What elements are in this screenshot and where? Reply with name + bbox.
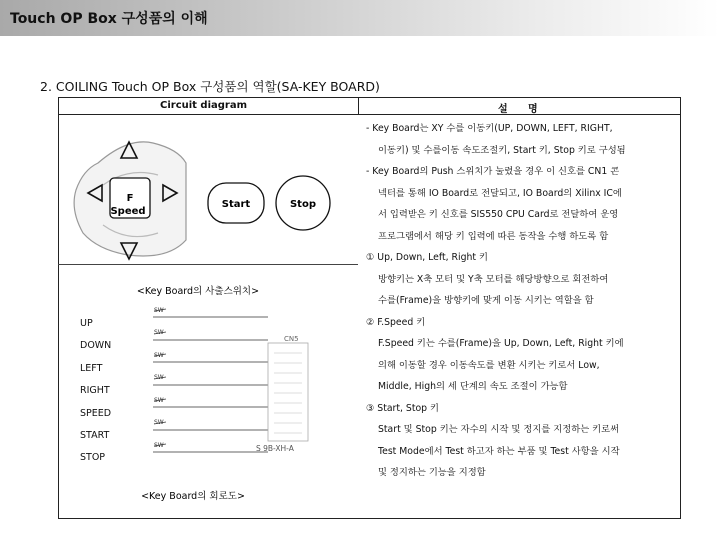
f-speed-label-line1: F bbox=[126, 193, 134, 204]
signal-right: RIGHT bbox=[80, 385, 110, 396]
description-line: Start 및 Stop 키는 자수의 시작 및 정지를 지정하는 키로써 bbox=[378, 424, 620, 435]
keypad-caption: <Key Board의 사출스위치> bbox=[136, 286, 260, 297]
description-header-char-1: 설 bbox=[498, 104, 508, 115]
page-title: Touch OP Box 구성품의 이해 bbox=[10, 11, 208, 27]
description-line: 및 정지하는 기능을 지정함 bbox=[378, 467, 486, 478]
description-line: 방향키는 X축 모터 및 Y축 모터를 해당방향으로 회전하여 bbox=[378, 273, 609, 285]
signal-up: UP bbox=[80, 318, 93, 329]
start-label: Start bbox=[221, 199, 251, 210]
description-line: - Key Board는 XY 수를 이동키(UP, DOWN, LEFT, RIGHT, bbox=[366, 123, 613, 134]
connector-label: CN5 bbox=[284, 335, 299, 343]
switch-label: SW bbox=[154, 419, 164, 426]
description-line: ① Up, Down, Left, Right 키 bbox=[366, 252, 488, 263]
switch-label: SW bbox=[154, 352, 164, 359]
description-line: Test Mode에서 Test 하고자 하는 부품 및 Test 사항을 시작 bbox=[378, 445, 620, 457]
description-line: ② F.Speed 키 bbox=[366, 316, 426, 328]
description-line: 넥터를 통해 IO Board로 전달되고, IO Board의 Xilinx IC에 bbox=[378, 187, 622, 199]
f-speed-label-line2: Speed bbox=[110, 206, 146, 217]
switch-label: SW bbox=[154, 307, 164, 314]
section-title: 2. COILING Touch OP Box 구성품의 역할(SA-KEY BOARD) bbox=[40, 79, 380, 94]
header-divider-vertical bbox=[358, 97, 359, 114]
circuit-caption: <Key Board의 회로도> bbox=[141, 491, 245, 502]
switch-label: SW bbox=[154, 442, 164, 449]
signal-stop: STOP bbox=[80, 452, 106, 463]
circuit-diagram-header: Circuit diagram bbox=[160, 100, 248, 111]
signal-speed: SPEED bbox=[80, 408, 112, 419]
description-line: 의해 이동할 경우 이동속도를 변환 시키는 키로서 Low, bbox=[378, 359, 600, 371]
description-list bbox=[366, 118, 678, 484]
switch-array bbox=[153, 317, 268, 452]
description-line: 서 입력받은 키 신호를 SIS550 CPU Card로 전달하여 운영 bbox=[378, 209, 619, 220]
description-line: ③ Start, Stop 키 bbox=[366, 402, 439, 414]
switch-label: SW bbox=[154, 374, 164, 381]
signal-start: START bbox=[80, 430, 110, 441]
description-line: 수를(Frame)을 방향키에 맞게 이동 시키는 역할을 함 bbox=[378, 295, 594, 306]
description-header-char-2: 명 bbox=[528, 104, 538, 115]
connector-part-label: S 9B-XH-A bbox=[256, 444, 294, 453]
signal-left: LEFT bbox=[80, 363, 103, 374]
description-line: F.Speed 키는 수를(Frame)을 Up, Down, Left, Right 키에 bbox=[378, 338, 624, 349]
description-line: 이동키) 및 수를이동 속도조절키, Start 키, Stop 키로 구성됨 bbox=[378, 144, 626, 156]
description-line: Middle, High의 세 단계의 속도 조절이 가능함 bbox=[378, 381, 568, 392]
description-line: - Key Board의 Push 스위치가 눌렸을 경우 이 신호를 CN1 콘 bbox=[366, 166, 620, 177]
description-line: 프로그램에서 해당 키 입력에 따른 동작을 수행 하도록 함 bbox=[378, 230, 609, 242]
stop-label: Stop bbox=[289, 199, 317, 210]
signal-down: DOWN bbox=[80, 340, 112, 351]
connector-cn5 bbox=[268, 343, 308, 441]
switch-label: SW bbox=[154, 329, 164, 336]
switch-label: SW bbox=[154, 397, 164, 404]
